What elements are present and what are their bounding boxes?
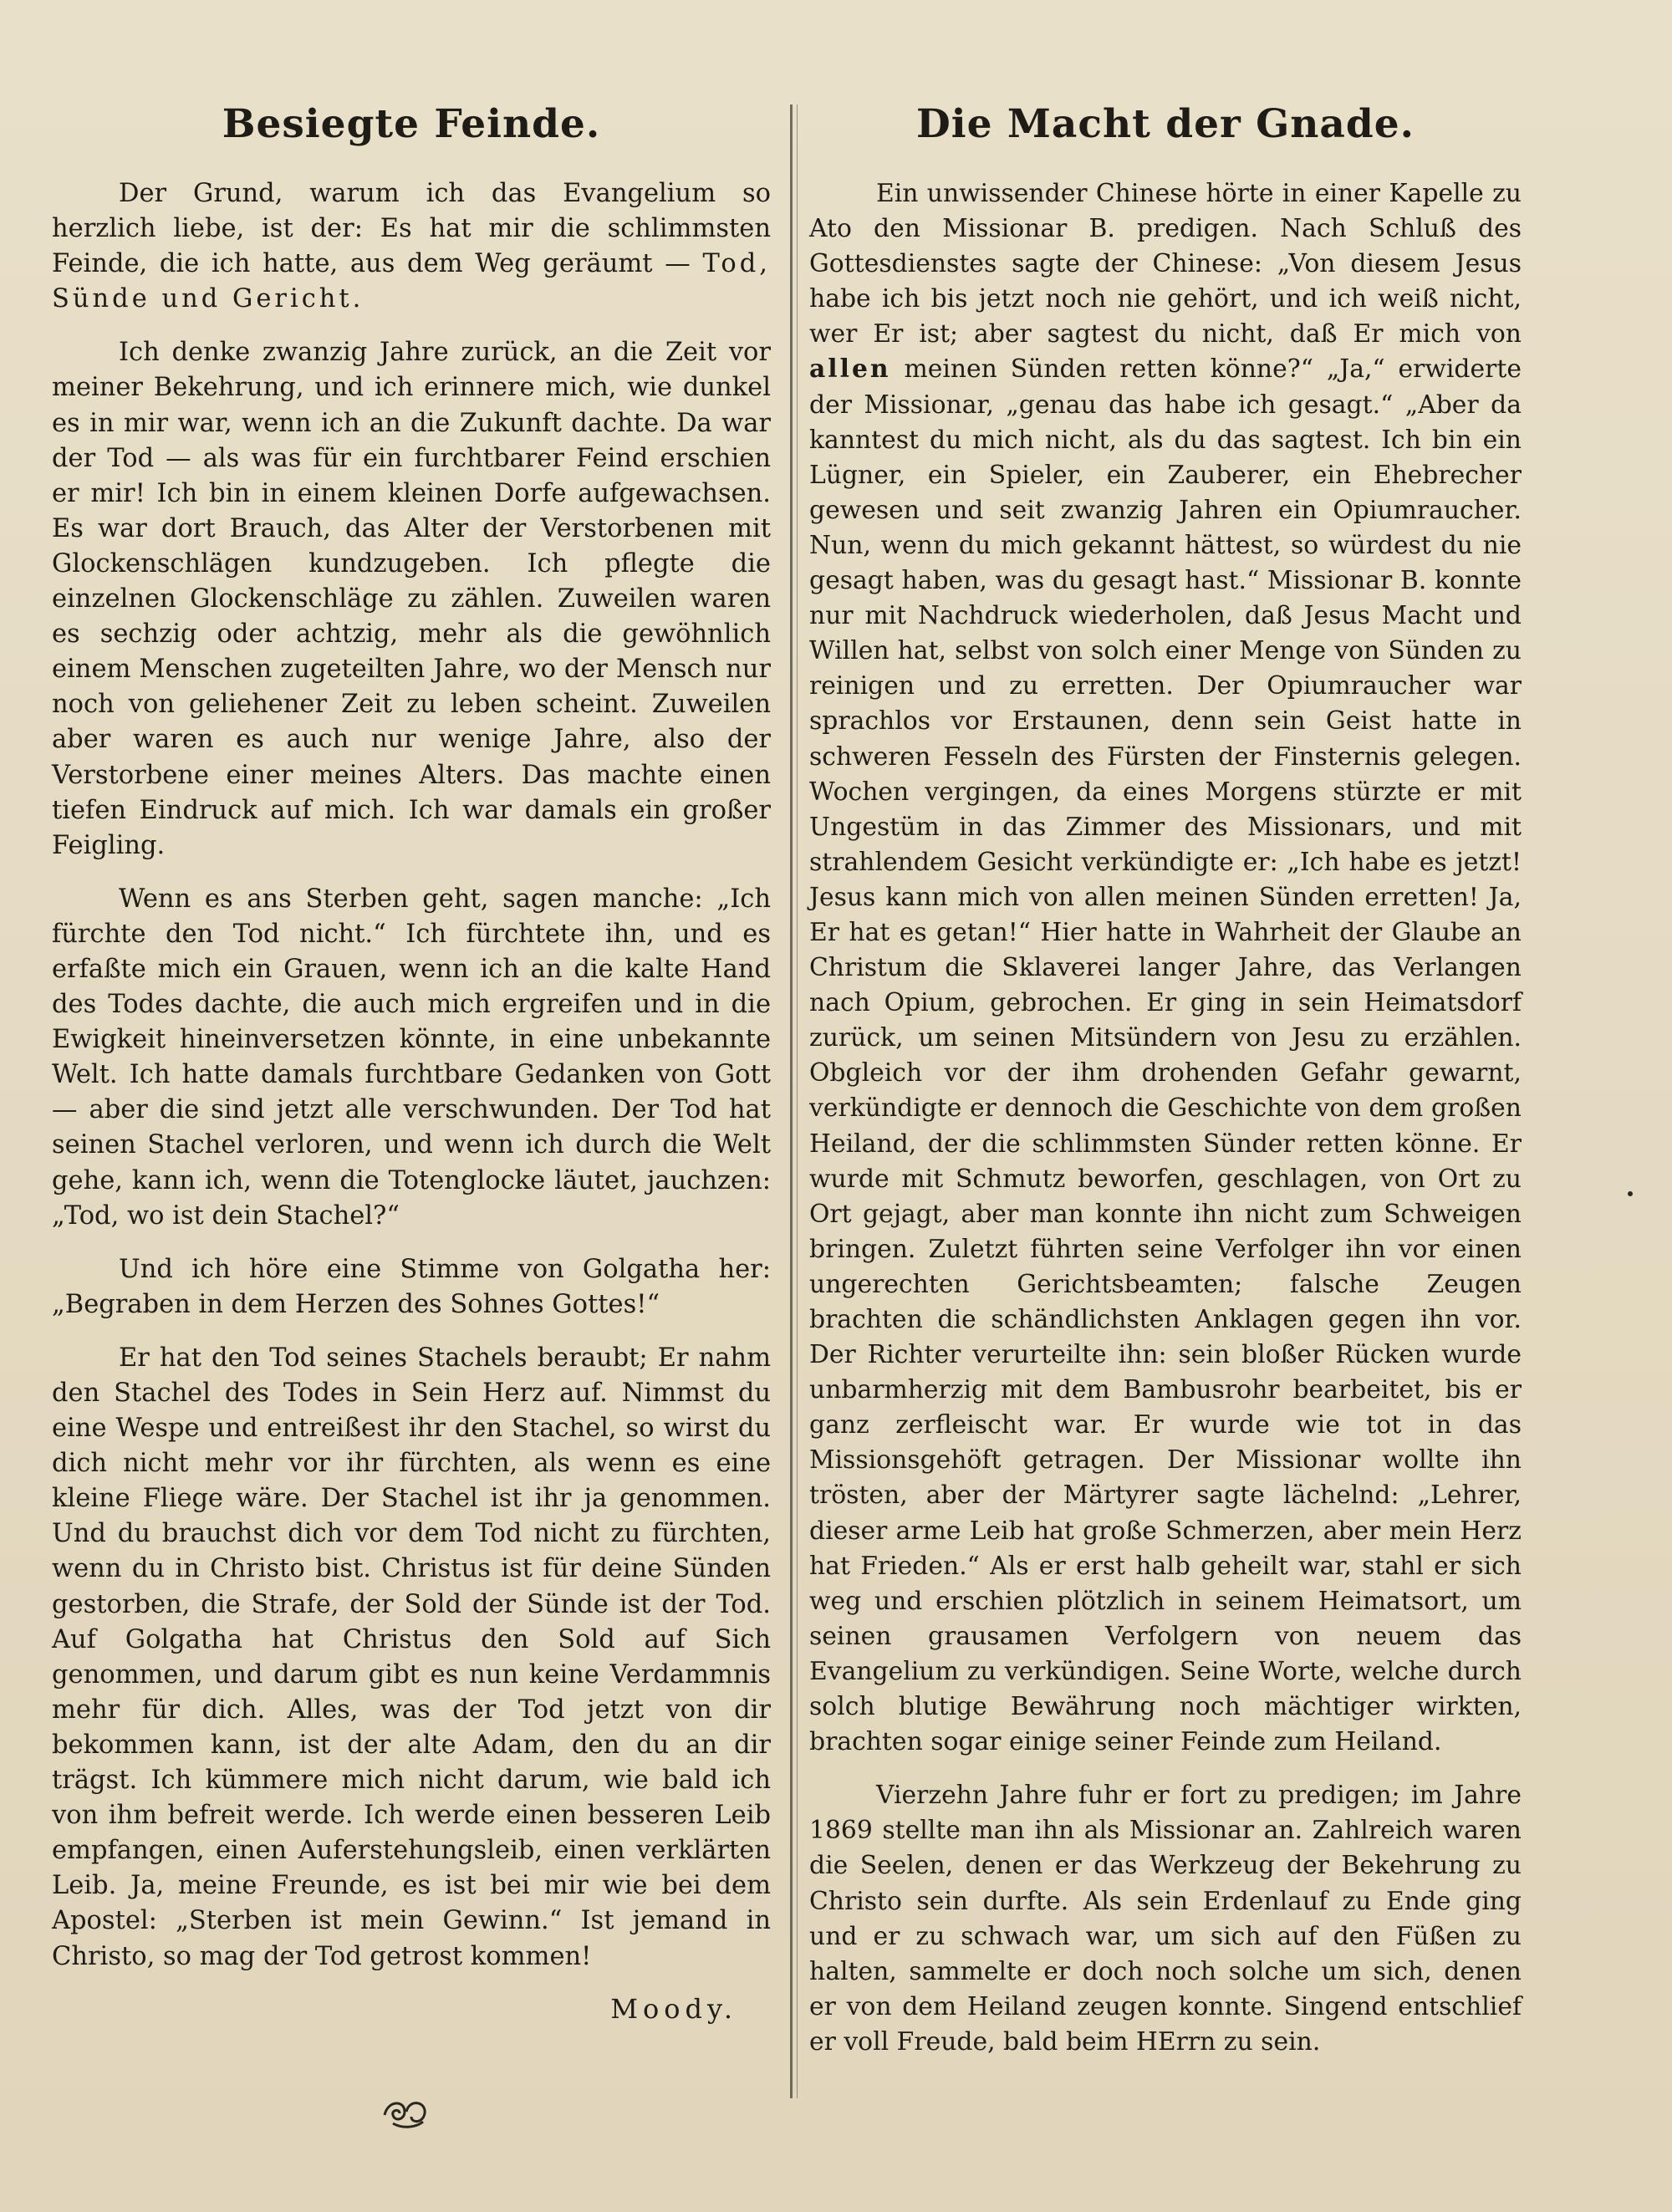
- fleuron-ornament-icon: [376, 2090, 435, 2132]
- author-signature: Moody.: [610, 1992, 737, 2025]
- paragraph: Und ich höre eine Stimme von Golgatha her: „Begraben in dem Herzen des Sohnes Gottes!“: [52, 1254, 771, 1319]
- print-speck: [1628, 1191, 1633, 1196]
- paragraph: Vierzehn Jahre fuhr er fort zu predigen; im Jahre 1869 stellte man ihn als Missionar an. Zahlreich waren die Seelen, denen er das Werkzeug der Bekehrung zu Christo sein durfte. Als sein Erdenlauf zu Ende ging und er zu schwach war, um sich auf den Füßen zu halten, sammelte er doch noch solche um sich, denen er von dem Heiland zeugen konnte. Singend entschlief er voll Freude, bald beim HErrn zu sein.: [809, 1781, 1522, 2057]
- emphasized-word: allen: [809, 354, 891, 385]
- paragraph: Er hat den Tod seines Stachels beraubt; Er nahm den Stachel des Todes in Sein Herz auf. Nimmst du eine Wespe und entreißest ihr den Stachel, so wirst du dich nicht mehr vor ihr fürchten, als wenn es eine kleine Fliege wäre. Der Stachel ist ihr ja genommen. Und du brauchst dich vor dem Tod nicht zu fürchten, wenn du in Christo bist. Christus ist für deine Sünden gestorben, die Strafe, der Sold der Sünde ist der Tod. Auf Golgatha hat Christus den Sold auf Sich genommen, und darum gibt es nun keine Verdammnis mehr für dich. Alles, was der Tod jetzt von dir bekommen kann, ist der alte Adam, den du an dir trägst. Ich kümmere mich nicht darum, wie bald ich von ihm befreit werde. Ich werde einen besseren Leib empfangen, einen Auferstehungsleib, einen verklärten Leib. Ja, meine Freunde, es ist bei mir wie bei dem Apostel: „Sterben ist mein Gewinn.“ Ist jemand in Christo, so mag der Tod getrost kommen!: [52, 1343, 771, 1971]
- article-title-macht-der-gnade: Die Macht der Gnade.: [915, 101, 1415, 147]
- paragraph: [52, 176, 771, 317]
- emphasized-phrase: Tod, Sünde und Gericht.: [52, 249, 771, 314]
- paragraph: [809, 176, 1522, 1760]
- article-title-besiegte-feinde: Besiegte Feinde.: [222, 101, 601, 147]
- paragraph-text: Ein unwissender Chinese hörte in einer Kapelle zu Ato den Missionar B. predigen. Nach Schluß des Gottesdienstes sagte der Chinese: „Von diesem Jesus habe ich bis jetzt noch nie gehört, und ich weiß nicht, wer Er ist; aber sagtest du nicht, daß Er mich von: [809, 179, 1522, 349]
- left-column-article: [52, 88, 771, 2025]
- paragraph-text: Der Grund, warum ich das Evangelium so herzlich liebe, ist der: Es hat mir die schlimmsten Feinde, die ich hatte, aus dem Weg geräumt —: [52, 179, 771, 279]
- right-column-article: [809, 88, 1522, 2078]
- paragraph: Wenn es ans Sterben geht, sagen manche: „Ich fürchte den Tod nicht.“ Ich fürchtete ihn, und es erfaßte mich ein Grauen, wenn ich an die kalte Hand des Todes dachte, die auch mich ergreifen und in die Ewigkeit hineinversetzen könnte, in eine unbekannte Welt. Ich hatte damals furchtbare Gedanken von Gott — aber die sind jetzt alle verschwunden. Der Tod hat seinen Stachel verloren, und wenn ich durch die Welt gehe, kann ich, wenn die Totenglocke läutet, jauchzen: „Tod, wo ist dein Stachel?“: [52, 884, 771, 1231]
- column-divider-thin: [797, 104, 798, 2098]
- paragraph: Ich denke zwanzig Jahre zurück, an die Zeit vor meiner Bekehrung, und ich erinnere mich, wie dunkel es in mir war, wenn ich an die Zukunft dachte. Da war der Tod — als was für ein furchtbarer Feind erschien er mir! Ich bin in einem kleinen Dorfe aufgewachsen. Es war dort Brauch, das Alter der Verstorbenen mit Glockenschlägen kundzugeben. Ich pflegte die einzelnen Glockenschläge zu zählen. Zuweilen waren es sechzig oder achtzig, mehr als die gewöhnlich einem Menschen zugeteilten Jahre, wo der Mensch nur noch von geliehener Zeit zu leben scheint. Zuweilen aber waren es auch nur wenige Jahre, also der Verstorbene einer meines Alters. Das machte einen tiefen Eindruck auf mich. Ich war damals ein großer Feigling.: [52, 338, 771, 860]
- column-divider: [790, 104, 793, 2098]
- paragraph-text: meinen Sünden retten könne?“ „Ja,“ erwiderte der Missionar, „genau das habe ich gesagt.“ „Aber da kanntest du mich nicht, als du das sagtest. Ich bin ein Lügner, ein Spieler, ein Zauberer, ein Ehebrecher gewesen und seit zwanzig Jahren ein Opiumraucher. Nun, wenn du mich gekannt hättest, so würdest du nie gesagt haben, was du gesagt hast.“ Missionar B. konnte nur mit Nachdruck wiederholen, daß Jesus Macht und Willen hat, selbst von solch einer Menge von Sünden zu reinigen und zu erretten. Der Opiumraucher war sprachlos vor Erstaunen, denn sein Geist hatte in schweren Fesseln des Fürsten der Finsternis gelegen. Wochen vergingen, da eines Morgens stürzte er mit Ungestüm in das Zimmer des Missionars, und mit strahlendem Gesicht verkündigte er: „Ich habe es jetzt! Jesus kann mich von allen meinen Sünden erretten! Ja, Er hat es getan!“ Hier hatte in Wahrheit der Glaube an Christum die Sklaverei langer Jahre, das Verlangen nach Opium, gebrochen. Er ging in sein Heimatsdorf zurück, um seinen Mitsündern von Jesu zu erzählen. Obgleich vor der ihm drohenden Gefahr gewarnt, verkündigte er dennoch die Geschichte von dem großen Heiland, der die schlimmsten Sünder retten könne. Er wurde mit Schmutz beworfen, geschlagen, von Ort zu Ort gejagt, aber man konnte ihn nicht zum Schweigen bringen. Zuletzt führten seine Verfolger ihn vor einen ungerechten Gerichtsbeamten; falsche Zeugen brachten die schändlichsten Anklagen gegen ihn vor. Der Richter verurteilte ihn: sein bloßer Rücken wurde unbarmherzig mit dem Bambusrohr bearbeitet, bis er ganz zerfleischt war. Er wurde wie tot in das Missionsgehöft getragen. Der Missionar wollte ihn trösten, aber der Märtyrer sagte lächelnd: „Lehrer, dieser arme Leib hat große Schmerzen, aber mein Herz hat Frieden.“ Als er erst halb geheilt war, stahl er sich weg und erschien plötzlich in seinem Heimatsort, um seinen grausamen Verfolgern von neuem das Evangelium zu verkündigen. Seine Worte, welche durch solch blutige Bewährung noch mächtiger wirkten, brachten sogar einige seiner Feinde zum Heiland.: [809, 354, 1522, 1757]
